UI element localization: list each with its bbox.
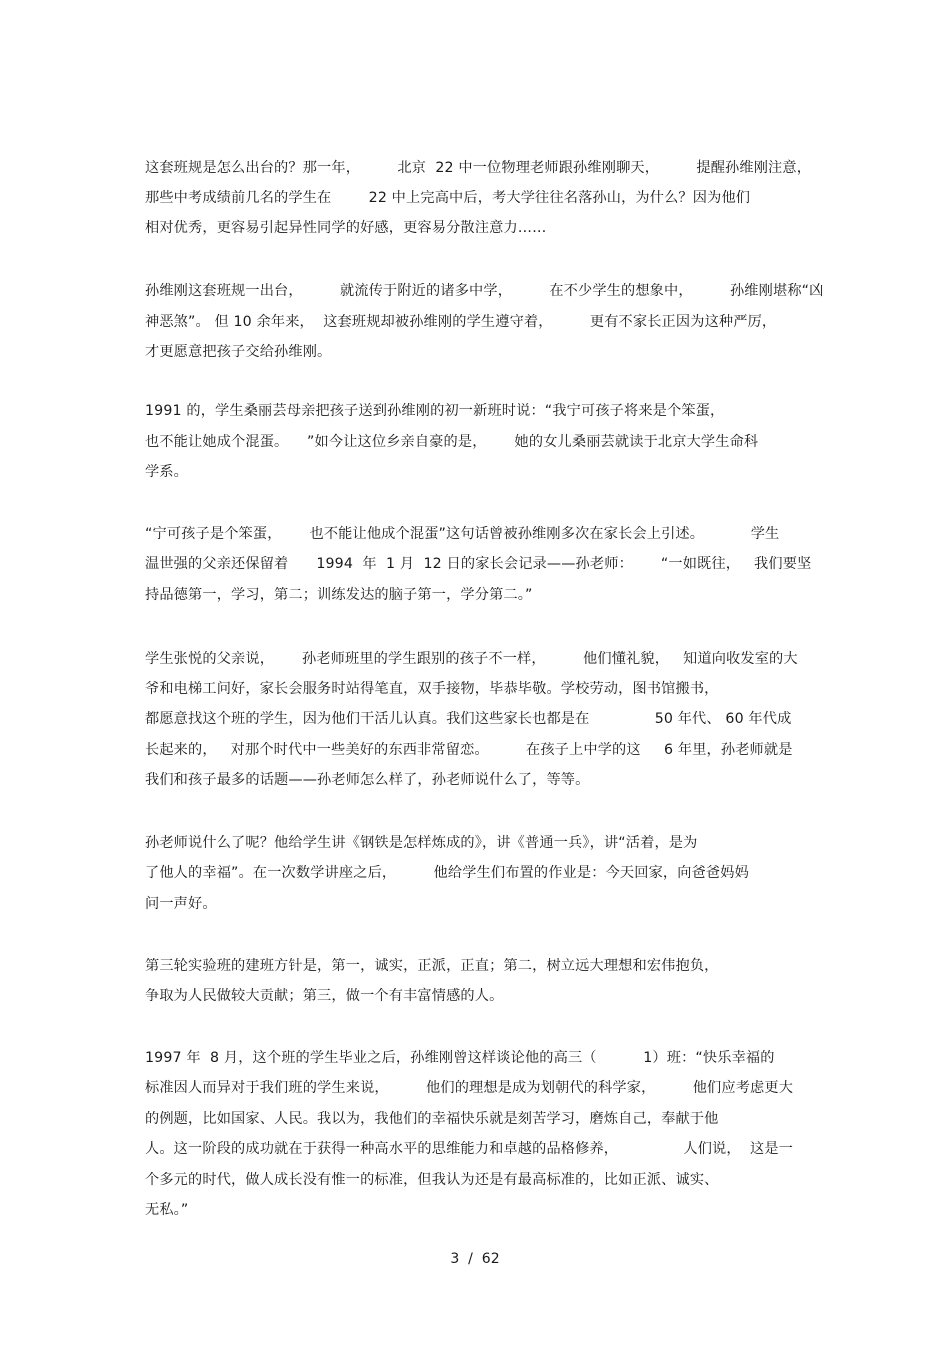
text-line: 问一声好。 <box>145 896 217 912</box>
text-line: 无私。” <box>145 1202 189 1218</box>
text-line: 学生张悦的父亲说， 孙老师班里的学生跟别的孩子不一样， 他们懂礼貌， 知道向收发室的大 <box>145 651 798 667</box>
text-line: 都愿意找这个班的学生，因为他们干活儿认真。我们这些家长也都是在 50 年代、 60 年代成 <box>145 711 792 727</box>
text-line: 才更愿意把孩子交给孙维刚。 <box>145 344 332 360</box>
text-line: 个多元的时代，做人成长没有惟一的标准，但我认为还是有最高标准的，比如正派、诚实、 <box>145 1172 719 1188</box>
text-line: 长起来的， 对那个时代中一些美好的东西非常留恋。 在孩子上中学的这 6 年里，孙老师就是 <box>145 742 793 758</box>
text-line: 相对优秀，更容易引起异性同学的好感，更容易分散注意力…… <box>145 220 547 236</box>
text-line: 爷和电梯工问好，家长会服务时站得笔直，双手接物，毕恭毕敬。学校劳动，图书馆搬书， <box>145 681 719 697</box>
text-line: 神恶煞”。 但 10 余年来， 这套班规却被孙维刚的学生遵守着， 更有不家长正因为这种严厉， <box>145 314 777 330</box>
text-line: 我们和孩子最多的话题——孙老师怎么样了，孙老师说什么了，等等。 <box>145 772 590 788</box>
text-line: 第三轮实验班的建班方针是，第一，诚实，正派，正直；第二，树立远大理想和宏伟抱负， <box>145 958 719 974</box>
text-line: 了他人的幸福”。在一次数学讲座之后， 他给学生们布置的作业是：今天回家，向爸爸妈妈 <box>145 865 749 881</box>
text-line: “宁可孩子是个笨蛋， 也不能让他成个混蛋”这句话曾被孙维刚多次在家长会上引述。 学生 <box>145 526 780 542</box>
text-line: 1997 年 8 月，这个班的学生毕业之后，孙维刚曾这样谈论他的高三（ 1）班：“快乐幸福的 <box>145 1050 775 1066</box>
text-line: 1991 的，学生桑丽芸母亲把孩子送到孙维刚的初一新班时说：“我宁可孩子将来是个笨蛋， <box>145 403 725 419</box>
text-line: 标准因人而异对于我们班的学生来说， 他们的理想是成为划朝代的科学家， 他们应考虑更大 <box>145 1080 794 1096</box>
text-line: 人。这一阶段的成功就在于获得一种高水平的思维能力和卓越的品格修养， 人们说， 这是一 <box>145 1141 794 1157</box>
text-line: 的例题，比如国家、人民。我以为，我他们的幸福快乐就是刻苦学习，磨炼自己，奉献于他 <box>145 1111 719 1127</box>
text-line: 持品德第一，学习，第二；训练发达的脑子第一，学分第二。” <box>145 587 533 603</box>
text-line: 孙维刚这套班规一出台， 就流传于附近的诸多中学， 在不少学生的想象中， 孙维刚堪称“凶 <box>145 283 824 299</box>
text-line: 争取为人民做较大贡献；第三，做一个有丰富情感的人。 <box>145 988 504 1004</box>
text-line: 那些中考成绩前几名的学生在 22 中上完高中后，考大学往往名落孙山，为什么？因为他们 <box>145 190 751 206</box>
text-line: 温世强的父亲还保留着 1994 年 1 月 12 日的家长会记录——孙老师： “一如既往， 我们要坚 <box>145 556 812 572</box>
text-line: 学系。 <box>145 464 189 480</box>
text-line: 孙老师说什么了呢？他给学生讲《钢铁是怎样炼成的》，讲《普通一兵》，讲“活着，是为 <box>145 835 698 851</box>
text-line: 也不能让她成个混蛋。 ”如今让这位乡亲自豪的是， 她的女儿桑丽芸就读于北京大学生命科 <box>145 434 759 450</box>
text-line: 这套班规是怎么出台的？那一年， 北京 22 中一位物理老师跟孙维刚聊天， 提醒孙维刚注意， <box>145 160 812 176</box>
page-number: 3 / 62 <box>450 1251 500 1267</box>
